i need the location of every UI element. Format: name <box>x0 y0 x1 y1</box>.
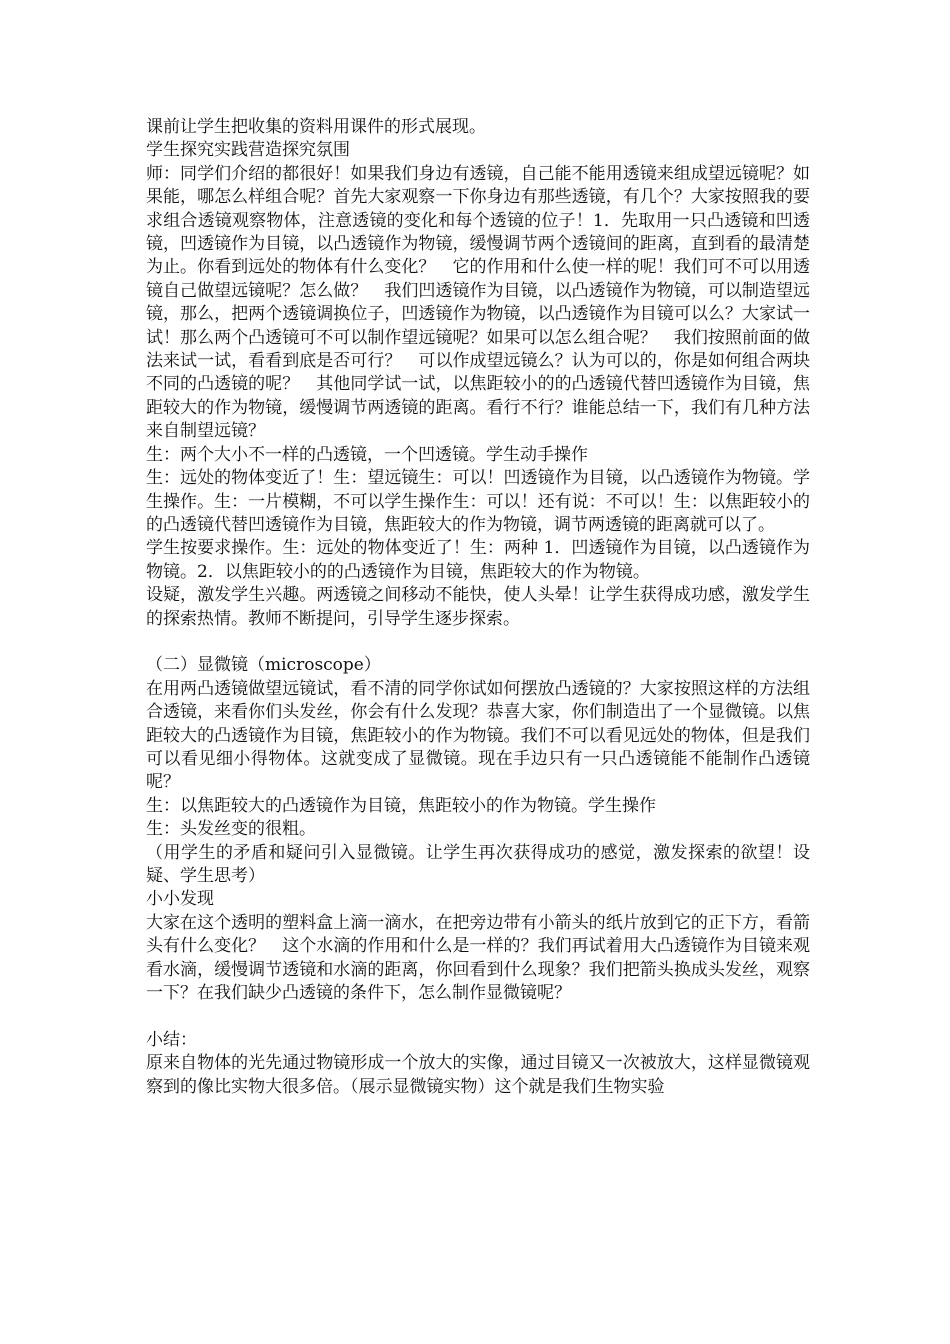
section-heading-discovery: 小小发现 <box>146 889 214 910</box>
paragraph-student-answer-2: 生：远处的物体变近了！生：望远镜生：可以！凹透镜作为目镜，以凸透镜作为物镜。学生操作。生：一片模糊，不可以学生操作生：可以！还有说：不可以！生：以焦距较小的的凸透镜代替凹透镜作为目镜，焦距较大的作为物镜，调节两透镜的距离就可以了。 <box>146 468 810 535</box>
paragraph-intro: 课前让学生把收集的资料用课件的形式展现。 <box>146 117 486 137</box>
section-heading-practice: 学生探究实践营造探究氛围 <box>146 140 350 161</box>
paragraph-design-note-2: （用学生的矛盾和疑问引入显微镜。让学生再次获得成功的感觉，激发探索的欲望！设疑、学生思考） <box>146 842 810 886</box>
paragraph-student-answer-5: 生：头发丝变的很粗。 <box>146 819 316 840</box>
paragraph-teacher-microscope: 在用两凸透镜做望远镜试，看不清的同学你试如何摆放凸透镜的？大家按照这样的方法组合透镜，来看你们头发丝，你会有什么发现？恭喜大家，你们制造出了一个显微镜。以焦距较大的凸透镜作为目镜，焦距较小的作为物镜。我们不可以看见远处的物体，但是我们可以看见细小得物体。这就变成了显微镜。现在手边只有一只凸透镜能不能制作凸透镜呢？ <box>146 678 810 793</box>
paragraph-summary: 原来自物体的光先通过物镜形成一个放大的实像，通过目镜又一次被放大，这样显微镜观察到的像比实物大很多倍。（展示显微镜实物）这个就是我们生物实验 <box>146 1053 810 1097</box>
paragraph-teacher-telescope: 师：同学们介绍的都很好！如果我们身边有透镜，自己能不能用透镜来组成望远镜呢？如果能，哪怎么样组合呢？首先大家观察一下你身边有那些透镜，有几个？大家按照我的要求组合透镜观察物体，注意透镜的变化和每个透镜的位子！1．先取用一只凸透镜和凹透镜，凹透镜作为目镜，以凸透镜作为物镜，缓慢调节两个透镜间的距离，直到看的最清楚为止。你看到远处的物体有什么变化？ 它的作用和什么使一样的呢！我们可不可以用透镜自己做望远镜呢？怎么做？ 我们凹透镜作为目镜，以凸透镜作为物镜，可以制造望远镜，那么，把两个透镜调换位子，凹透镜作为物镜，以凸透镜作为目镜可以么？大家试一试！那么两个凸透镜可不可以制作望远镜呢？如果可以怎么组合呢？ 我们按照前面的做法来试一试，看看到底是否可行？ 可以作成望远镜么？认为可以的，你是如何组合两块不同的凸透镜的呢？ 其他同学试一试，以焦距较小的的凸透镜代替凹透镜作为目镜，焦距较大的作为物镜，缓慢调节两透镜的距离。看行不行？谁能总结一下，我们有几种方法来自制望远镜？ <box>146 163 810 442</box>
section-heading-microscope: （二）显微镜（microscope） <box>146 655 381 676</box>
document-body <box>146 116 810 1099</box>
paragraph-student-answer-4: 生：以焦距较大的凸透镜作为目镜，焦距较小的作为物镜。学生操作 <box>146 795 656 816</box>
paragraph-water-drop: 大家在这个透明的塑料盒上滴一滴水，在把旁边带有小箭头的纸片放到它的正下方，看箭头有什么变化？ 这个水滴的作用和什么是一样的？我们再试着用大凸透镜作为目镜来观看水滴，缓慢调节透镜和水滴的距离，你回看到什么现象？我们把箭头换成头发丝，观察一下？在我们缺少凸透镜的条件下，怎么制作显微镜呢？ <box>146 912 810 1004</box>
blank-line <box>146 631 810 654</box>
paragraph-student-answer-3: 学生按要求操作。生：远处的物体变近了！生：两种 1．凹透镜作为目镜，以凸透镜作为物镜。2．以焦距较小的的凸透镜作为目镜，焦距较大的作为物镜。 <box>146 538 810 582</box>
paragraph-student-answer-1: 生：两个大小不一样的凸透镜，一个凹透镜。学生动手操作 <box>146 444 588 465</box>
paragraph-design-note-1: 设疑，激发学生兴趣。两透镜之间移动不能快，使人头晕！让学生获得成功感，激发学生的探索热情。教师不断提问，引导学生逐步探索。 <box>146 585 810 629</box>
blank-line <box>146 1005 810 1028</box>
section-heading-summary: 小结： <box>146 1029 197 1050</box>
